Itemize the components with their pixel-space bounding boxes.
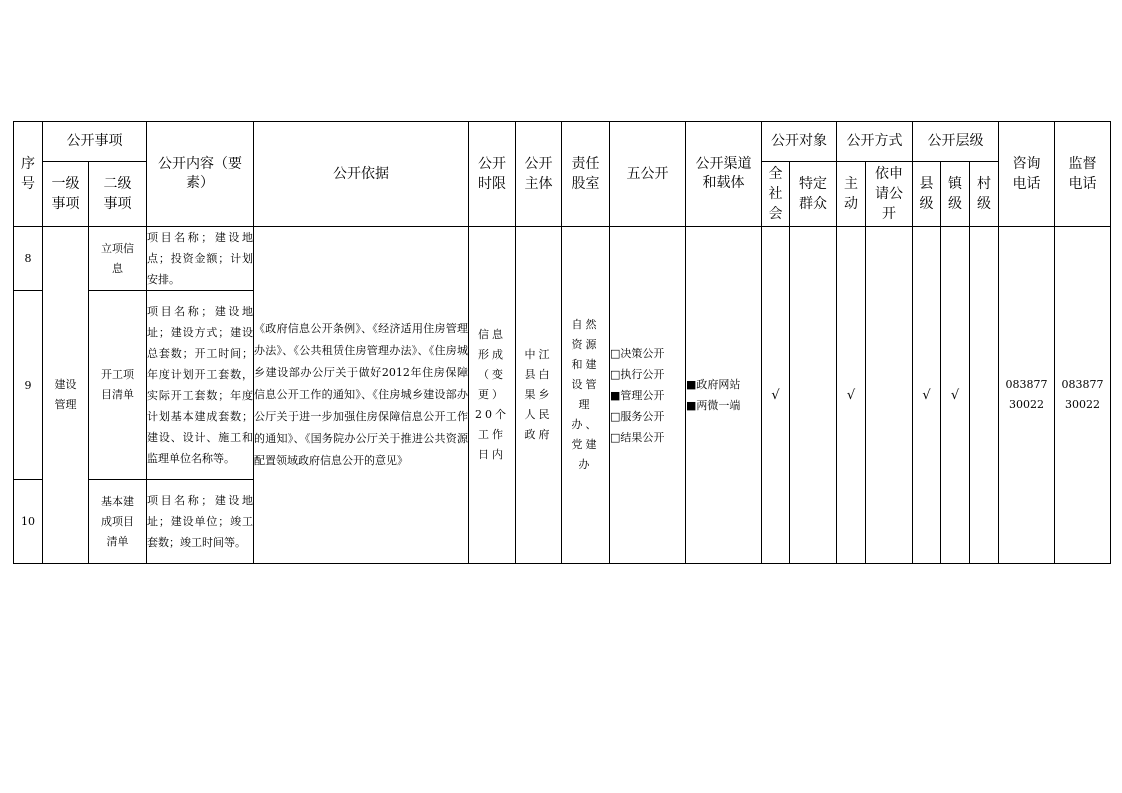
row-dept: 自然资源和建设管理办、党建办 [562, 227, 610, 564]
header-item-group: 公开事项 [43, 122, 147, 162]
header-five: 五公开 [610, 122, 686, 227]
row-target-specific-check [790, 227, 837, 564]
header-seq: 序号 [14, 122, 43, 227]
header-row-1 [14, 122, 1111, 162]
channel-wechat-weibo-app: ■两微一端 [686, 399, 741, 412]
row-method-active-check: √ [837, 227, 866, 564]
row-seq: 8 [14, 227, 43, 291]
header-level-town: 镇级 [941, 162, 970, 227]
header-level-group: 公开层级 [913, 122, 999, 162]
header-dept: 责任股室 [562, 122, 610, 227]
five-item-management: ■管理公开 [610, 388, 665, 402]
row-level2: 立项信息 [89, 227, 147, 291]
five-item-service: □服务公开 [610, 409, 665, 423]
row-content: 项目名称；建设地点；投资金额；计划安排。 [147, 227, 254, 291]
header-channel: 公开渠道和载体 [686, 122, 762, 227]
header-method-apply: 依申请公开 [866, 162, 913, 227]
row-level1: 建设管理 [43, 227, 89, 564]
header-target-specific: 特定群众 [790, 162, 837, 227]
header-subject: 公开主体 [516, 122, 562, 227]
header-method-active: 主动 [837, 162, 866, 227]
row-level2: 基本建成项目清单 [89, 480, 147, 564]
header-target-all: 全社会 [762, 162, 790, 227]
row-channel [686, 227, 762, 564]
header-content: 公开内容（要素） [147, 122, 254, 227]
header-basis: 公开依据 [254, 122, 469, 227]
row-level-village-check [970, 227, 999, 564]
five-item-execution: □执行公开 [610, 367, 665, 381]
row-target-all-check: √ [762, 227, 790, 564]
five-item-decision: □决策公开 [610, 346, 665, 360]
disclosure-table [13, 121, 1111, 564]
header-target-group: 公开对象 [762, 122, 837, 162]
channel-gov-website: ■政府网站 [686, 378, 741, 391]
row-five-list [610, 227, 686, 564]
row-content: 项目名称；建设地址；建设单位；竣工套数；竣工时间等。 [147, 480, 254, 564]
row-content: 项目名称；建设地址；建设方式；建设总套数；开工时间；年度计划开工套数，实际开工套数；年度计划基本建成套数；建设、设计、施工和监理单位名称等。 [147, 291, 254, 480]
row-subject: 中江县白果乡人民政府 [516, 227, 562, 564]
header-time-limit: 公开时限 [469, 122, 516, 227]
row-consult-phone: 08387730022 [999, 227, 1055, 564]
row-basis: 《政府信息公开条例》、《经济适用住房管理办法》、《公共租赁住房管理办法》、《住房城乡建设部办公厅关于做好2012年住房保障信息公开工作的通知》、《住房城乡建设部办公厅关于进一步加强住房保障信息公开工作的通知》、《国务院办公厅关于推进公共资源配置领域政府信息公开的意见》 [254, 227, 469, 564]
row-supervise-phone: 08387730022 [1055, 227, 1111, 564]
header-level-county: 县级 [913, 162, 941, 227]
row-level-county-check: √ [913, 227, 941, 564]
header-level2: 二级事项 [89, 162, 147, 227]
header-level1: 一级事项 [43, 162, 89, 227]
row-time-limit: 信息形成（变更）20个工作日内 [469, 227, 516, 564]
header-consult: 咨询电话 [999, 122, 1055, 227]
header-supervise: 监督电话 [1055, 122, 1111, 227]
header-method-group: 公开方式 [837, 122, 913, 162]
five-item-result: □结果公开 [610, 430, 665, 444]
table-row [14, 227, 1111, 291]
row-level2: 开工项目清单 [89, 291, 147, 480]
row-method-apply-check [866, 227, 913, 564]
row-seq: 9 [14, 291, 43, 480]
row-seq: 10 [14, 480, 43, 564]
row-level-town-check: √ [941, 227, 970, 564]
header-level-village: 村级 [970, 162, 999, 227]
